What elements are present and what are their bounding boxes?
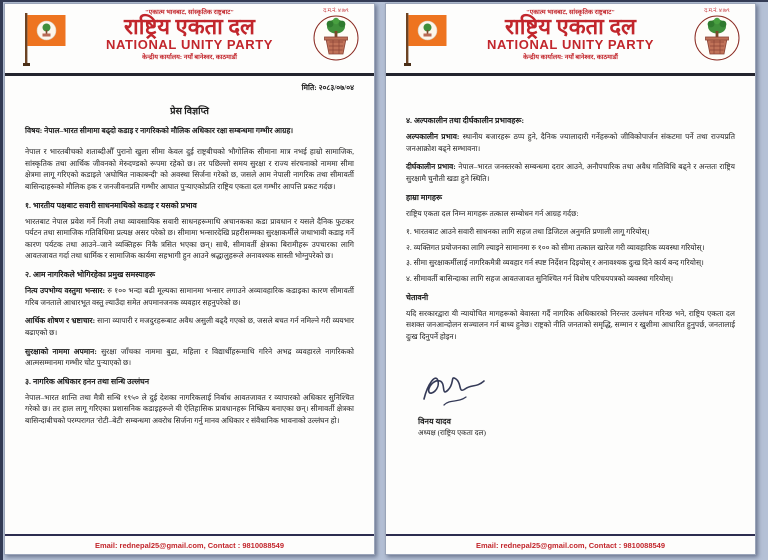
subject-line: विषय: नेपाल–भारत सीमामा बढ्दो कडाइ र नागरिकको मौलिक अधिकार रक्षा सम्बन्धमा गम्भीर आग्रह। [25,126,294,135]
page-2-content [386,76,755,438]
section-3-heading: ३. नागरिक अधिकार हनन तथा सन्धि उल्लंघन [25,376,150,386]
intro-paragraph: नेपाल र भारतबीचको शताब्दीऔँ पुरानो खुला सीमा केवल दुई राष्ट्रबीचको भौगोलिक सीमाना मात्र नभई हाम्रो सामाजिक, सांस्कृतिक तथा आर्थिक जीवनको मेरुदण्डको रूपमा रहेको छ। तर पछिल्लो समय सुरक्षा र राज्य संरचनाको नाममा सीमा क्षेत्रमा लागू गरिएको कडाइले 'अघोषित नाकाबन्दी' को अवस्था सिर्जना गरेको छ, जसले आम नेपाली नागरिक तथा सीमावर्ती बासिन्दाहरूको मौलिक हक र जनजीवनप्रति गम्भीर आघात पुर्‍याएकोप्रति राष्ट्रिय एकता दल गम्भीर आपत्ति प्रकट गर्दछ। [25,147,354,191]
problem-item-label: नित्य उपभोग्य वस्तुमा भन्सार: [25,286,105,295]
party-slogan: "एकात्म भावबाट, सांस्कृतिक राष्ट्रबाट" [144,9,235,16]
signature-icon [418,367,496,409]
contact-line: Email: rednepal25@gmail.com, Contact : 9810088549 [475,541,666,550]
problem-item [25,285,354,308]
demand-item: ४. सीमावर्ती बासिन्दाका लागि सहज आवतजावत सुनिश्चित गर्न विशेष परिचयपत्रको व्यवस्था गरियोस्। [406,274,674,283]
registration-note: द.म.नं. ४।७९ [323,8,349,14]
date-line: मिति: २०८३/०७/०४ [301,83,354,92]
window-top-edge [0,0,768,2]
central-office-line: केन्द्रीय कार्यालय: नयाँ बानेश्वर, काठमाडौं [523,54,618,62]
party-logo-icon [693,14,741,62]
press-release-title: प्रेस विज्ञप्ति [170,107,209,117]
section-1-paragraph: भारतबाट नेपाल प्रवेश गर्ने निजी तथा व्यावसायिक सवारी साधनहरूमाथि अचानकका कडा प्रावधान र यसले दैनिक फुटकर पर्यटन तथा सामाजिक गतिविधिमा प्रत्यक्ष असर परेको छ। सीमामा भन्सारदेखि प्रहरीसम्मका सुरक्षाकर्मीले जथाभावी कडाइ गर्ने कारण पर्यटक तथा आउने–जाने व्यक्तिहरू निकै त्रसित भएका छन्। साथै, सीमावर्ती क्षेत्रका बिरामीहरू उपचारका लागि आवतजावत गर्दा तथा धार्मिक र सामाजिक कार्यमा सहभागी हुन आउने श्रद्धालुहरूले अनावश्यक सास्ती भोग्नुपरेको छ। [25,216,354,261]
demand-item: २. व्यक्तिगत प्रयोजनका लागि ल्याइने सामानमा रु १०० को सीमा तत्काल खारेज गरी व्यावहारिक व्यवस्था गरियोस्। [406,242,705,252]
party-name-devanagari: राष्ट्रिय एकता दल [505,14,636,39]
impact-item-text: नेपाल–भारत जनस्तरको सम्बन्धमा दरार आउने, अनौपचारिक तथा अवैध गतिविधि बढ्ने र अन्ततः राष्ट्रिय सुरक्षामै चुनौती खडा हुने स्थिति। [406,162,736,183]
demands-heading: हाम्रा मागहरू [406,192,443,202]
section-1-heading: १. भारतीय पक्षबाट सवारी साधनमाथिको कडाइ र यसको प्रभाव [25,200,197,210]
party-flag-icon [21,11,69,72]
party-logo [308,6,364,67]
central-office-line: केन्द्रीय कार्यालय: नयाँ बानेश्वर, काठमाडौं [142,54,237,62]
problem-item [25,346,354,369]
demand-item: ३. सीमा सुरक्षाकर्मीलाई नागरिकमैत्री व्यवहार गर्न स्पष्ट निर्देशन दिइयोस् र अनावश्यक दुःख दिने कार्य बन्द गरियोस्। [406,258,704,268]
problem-item-label: सुरक्षाको नाममा अपमान: [25,346,97,356]
party-name-english: NATIONAL UNITY PARTY [105,37,274,53]
party-logo-icon [312,14,360,62]
signature-block [418,367,735,438]
page-2 [385,3,756,555]
letterhead [5,4,374,76]
footer-divider [5,534,374,536]
impact-item [406,131,735,154]
letterhead [386,4,755,76]
party-name-devanagari: राष्ट्रिय एकता दल [124,14,255,39]
warning-paragraph: यदि सरकारद्वारा यी न्यायोचित मागहरूको बेवास्ता गर्दै नागरिक अधिकारको निरन्तर उल्लंघन गरिन्छ भने, राष्ट्रिय एकता दल सशक्त जनआन्दोलन सञ्चालन गर्न बाध्य हुनेछ। राष्ट्रको नीति जनताको समृद्धि, सम्मान र खुशीमा आधारित हुनुपर्छ, जनतालाई दुःख दिनुपर्ने होइन। [406,308,735,341]
contact-line: Email: rednepal25@gmail.com, Contact : 9810088549 [94,541,285,550]
window-left-edge [0,0,3,560]
page-1-content [5,83,374,427]
impact-item [406,161,735,184]
impact-item-label: दीर्घकालीन प्रभाव: [406,162,456,172]
impact-item-label: अल्पकालीन प्रभाव: [406,132,460,141]
party-name-english: NATIONAL UNITY PARTY [486,37,655,53]
problem-item-text: साना व्यापारी र मजदुरहरूबाट अवैध असुली बढ्दै गएको छ, जसले बचत गर्न नमिल्ने गरी व्ययभार बढाएको छ। [25,316,354,337]
section-2-heading: २. आम नागरिकले भोगिरहेका प्रमुख समस्याहरू [25,270,156,279]
demands-intro: राष्ट्रिय एकता दल निम्न मागहरू तत्काल सम्बोधन गर्न आग्रह गर्दछ: [406,208,579,218]
section-4-heading: ४. अल्पकालीन तथा दीर्घकालीन प्रभावहरू: [406,116,525,125]
party-flag-icon [402,11,450,72]
page-1 [4,3,375,555]
demand-item: १. भारतबाट आउने सवारी साधनका लागि सहज तथा डिजिटल अनुमति प्रणाली लागू गरियोस्। [406,227,650,237]
problem-item-text: रु १०० भन्दा बढी मूल्यका सामानमा भन्सार लगाउने अव्यावहारिक कडाइका कारण सीमावर्ती गरिब जनताले आधारभूत वस्तु ल्याउँदा समेत अपमानजनक व्यवहार सहनुपरेको छ। [25,286,354,307]
signatory-title: अध्यक्ष (राष्ट्रिय एकता दल) [418,427,486,437]
warning-heading: चेतावनी [406,292,429,302]
pages-container [4,3,756,555]
party-slogan: "एकात्म भावबाट, सांस्कृतिक राष्ट्रबाट" [525,9,616,16]
party-logo [689,6,745,67]
signatory-name: विनय यादव [418,416,452,426]
problem-item-label: आर्थिक शोषण र भ्रष्टाचार: [25,316,96,326]
section-3-paragraph: नेपाल–भारत शान्ति तथा मैत्री सन्धि १९५० ले दुई देशका नागरिकलाई निर्बाध आवतजावत र व्यापारको अधिकार सुनिश्चित गरेको छ। तर हाल लागू गरिएका प्रशासनिक कडाइहरूले यी ऐतिहासिक प्रावधानहरू निष्क्रिय बनाएका छन्। सीमावर्ती क्षेत्रका बासिन्दाबीचको परम्परागत 'रोटी–बेटी' सम्बन्धमा अवरोध सिर्जना गर्नु मानव अधिकार र संवैधानिक भावनाको उल्लंघन हो। [25,392,354,425]
problem-item [25,315,354,338]
footer-divider [386,534,755,536]
problem-item-text: सुरक्षा जाँचका नाममा बुढा, महिला र विद्यार्थीहरूमाथि गरिने अभद्र व्यवहारले नागरिकको आत्मसम्मानमा गम्भीर चोट पुर्‍याएको छ। [25,346,354,368]
impact-item-text: स्थानीय बजारहरू ठप्प हुने, दैनिक ज्यालादारी गर्नेहरूको जीविकोपार्जन संकटमा पर्ने तथा राज्यप्रति जनआक्रोश बढ्ने सम्भावना। [406,132,735,153]
registration-note: द.म.नं. ४।७९ [704,8,730,14]
